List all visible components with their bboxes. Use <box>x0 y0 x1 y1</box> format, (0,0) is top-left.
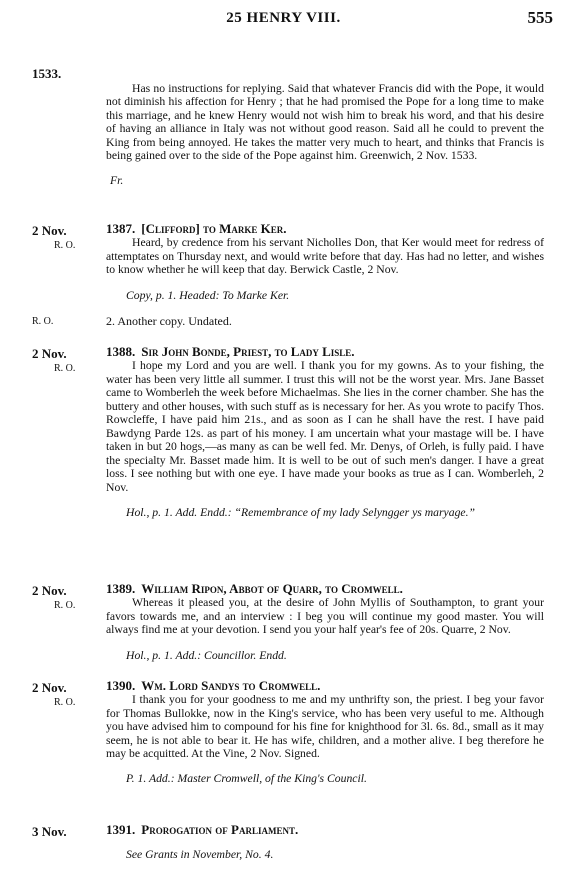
entry-heading <box>106 582 544 595</box>
entry-1387-meta <box>32 223 112 253</box>
entry-number: 1389. <box>106 581 136 596</box>
entry-1391-meta <box>32 824 112 839</box>
page-number: 555 <box>527 8 553 27</box>
entry-source: R. O. <box>54 600 76 611</box>
continuation-text: Has no instructions for replying. Said that whatever Francis did with the Pope, it would not diminish his affection for Henry ; that he had promised the Pope for a long time to make this marriage, and he knew Henry would not wish him to break his word, and that his desire of having an alliance in Italy was not without good reason. Said all he could to prevent the King from being annoyed. He takes the matter very much to heart, and thinks that Francis is being gained over to the side of the Pope against him. Greenwich, 2 Nov. 1533. <box>106 82 544 163</box>
entry-1390 <box>106 679 544 798</box>
entry-heading <box>106 222 544 235</box>
entry-title: [Clifford] to Marke Ker. <box>141 221 287 236</box>
entry-heading <box>106 823 544 836</box>
entry-body: Whereas it pleased you, at the desire of John Myllis of Southampton, to grant your favors towards me, and an interview : I beg you will continue my good master. You will always find me at your devotion. I send you your half year's fee of 20s. Quarre, 2 Nov. <box>106 596 544 637</box>
entry-title: Prorogation of Parliament. <box>141 822 299 837</box>
continuation-block <box>106 82 544 200</box>
entry-1390-meta <box>32 680 112 710</box>
entry-1387 <box>106 222 544 314</box>
entry-source: R. O. <box>54 240 76 251</box>
entry-1387-copy-meta <box>32 314 112 329</box>
entry-body: I hope my Lord and you are well. I thank you for my gowns. As to your fishing, the water has been very little all summer. I trust this will not be the worst year. Mrs. Jane Basset came to Womberleh the week before Michaelmas. She lies in the corner chamber. She has the buttery and other houses, with such stuff as is necessary for her. As you wrote to pacify Thos. Rowcleffe, I have paid him 21s., and as soon as I can he shall have the rest. I have paid Bawdyng Parde 12s. as part of his money. I am uncertain what your mastage will be. I have taken in but 20 hogs,—as many as can be well fed. Mr. Denys, of Orleh, is fully paid. I have the specialty Mr. Basset made him. It is well to be out of such men's danger. I have a great loss. I see nothing but with one eye. I have made your books as true as I can. Womberleh, 2 Nov. <box>106 359 544 494</box>
entry-body: Heard, by credence from his servant Nicholles Don, that Ker would meet for redress of attemptates on Thursday next, and would write before that day. Has had no letter, and wishes to know whether he will keep that day. Berwick Castle, 2 Nov. <box>106 236 544 277</box>
entry-heading <box>106 679 544 692</box>
entry-title: Sir John Bonde, Priest, to Lady Lisle. <box>141 344 355 359</box>
entry-number: 1390. <box>106 678 136 693</box>
entry-note: Hol., p. 1. Add. Endd.: “Remembrance of my lady Selyngger ys maryage.” <box>126 505 476 519</box>
continuation-note: Fr. <box>110 174 124 188</box>
entry-title: William Ripon, Abbot of Quarr, to Cromwell. <box>141 581 403 596</box>
entry-date: 2 Nov. <box>32 583 67 598</box>
entry-note: See Grants in November, No. 4. <box>126 848 274 862</box>
entry-source: R. O. <box>32 316 54 327</box>
entry-number: 1387. <box>106 221 136 236</box>
entry-heading <box>106 345 544 358</box>
entry-source: R. O. <box>54 363 76 374</box>
entry-1388 <box>106 345 544 531</box>
page-header <box>0 6 567 30</box>
entry-1387-another-copy: 2. Another copy. Undated. <box>106 314 232 328</box>
entry-source: R. O. <box>54 697 76 708</box>
entry-1389 <box>106 582 544 674</box>
entry-date: 2 Nov. <box>32 346 67 361</box>
entry-1389-meta <box>32 583 112 613</box>
entry-number: 1391. <box>106 822 136 837</box>
entry-note: P. 1. Add.: Master Cromwell, of the King's Council. <box>126 772 367 786</box>
running-title: 25 HENRY VIII. <box>226 10 341 26</box>
entry-body: I thank you for your goodness to me and my unthrifty son, the priest. I beg your favor for Thomas Bullokke, now in the King's service, who has been very useful to me. Although you have advised him to compound for his fine for knighthood for 3l. 6s. 8d., small as it may seem, he is not able to bear it. He has wife, children, and a mother alive. I beg therefore he may be acquitted. At the Vine, 2 Nov. Signed. <box>106 693 544 761</box>
entry-number: 1388. <box>106 344 136 359</box>
entry-title: Wm. Lord Sandys to Cromwell. <box>141 678 321 693</box>
entry-1388-meta <box>32 346 112 376</box>
entry-note: Hol., p. 1. Add.: Councillor. Endd. <box>126 648 287 662</box>
entry-date: 2 Nov. <box>32 680 67 695</box>
entry-date: 3 Nov. <box>32 824 67 839</box>
entry-note: Copy, p. 1. Headed: To Marke Ker. <box>126 288 290 302</box>
year-label: 1533. <box>32 66 62 81</box>
entry-date: 2 Nov. <box>32 223 67 238</box>
